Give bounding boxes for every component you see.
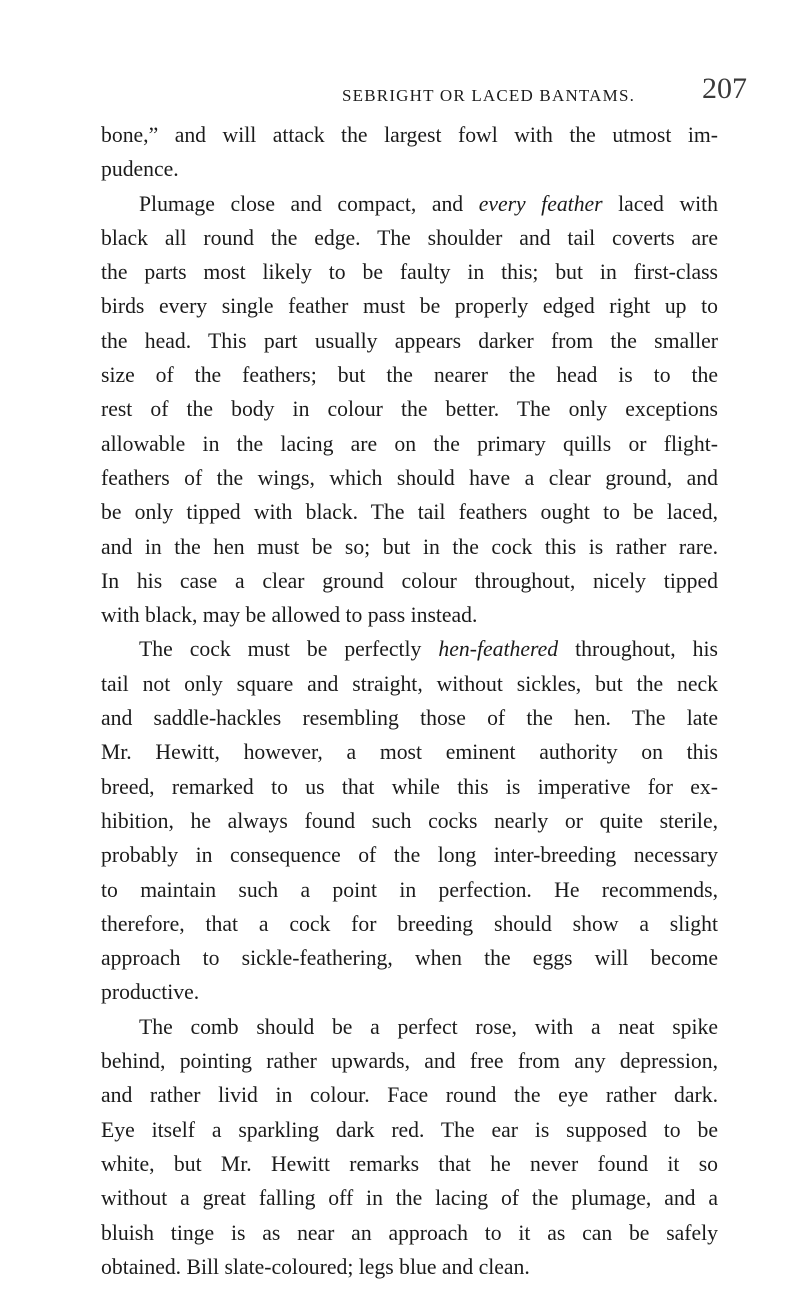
text-line: obtained. Bill slate-coloured; legs blue and clean.: [101, 1254, 530, 1279]
text-line: black all round the edge. The shoulder and tail coverts are: [101, 225, 718, 250]
text-segment: throughout, his: [558, 637, 718, 662]
running-head: [0, 72, 800, 112]
text-line: to maintain such a point in perfection. He recommends,: [101, 877, 718, 902]
text-line: tail not only square and straight, without sickles, but the neck: [101, 671, 718, 696]
text-line: behind, pointing rather upwards, and free from any depression,: [101, 1049, 718, 1074]
running-head-title: SEBRIGHT OR LACED BANTAMS.: [342, 86, 636, 105]
text-line: [101, 632, 718, 666]
text-line: feathers of the wings, which should have a clear ground, and: [101, 465, 718, 490]
text-line: [101, 187, 718, 221]
text-line: bone,” and will attack the largest fowl with the utmost im-: [101, 123, 718, 147]
text-line: white, but Mr. Hewitt remarks that he never found it so: [101, 1151, 718, 1176]
text-line: allowable in the lacing are on the primary quills or flight-: [101, 431, 718, 456]
text-line: approach to sickle-feathering, when the eggs will become: [101, 946, 718, 971]
text-line: with black, may be allowed to pass instead.: [101, 603, 478, 628]
italic-phrase: every feather: [478, 191, 603, 216]
text-segment: laced with: [602, 191, 718, 216]
text-line: and rather livid in colour. Face round the eye rather dark.: [101, 1083, 718, 1108]
text-line: rest of the body in colour the better. The only exceptions: [101, 397, 718, 422]
page-number: 207: [702, 72, 747, 105]
text-line: bluish tinge is as near an approach to it as can be safely: [101, 1220, 718, 1245]
body-text: [101, 118, 718, 1284]
text-line: breed, remarked to us that while this is imperative for ex-: [101, 774, 718, 799]
text-line: size of the feathers; but the nearer the head is to the: [101, 363, 718, 388]
text-segment: Plumage close and compact, and: [139, 191, 479, 216]
text-line: the head. This part usually appears darker from the smaller: [101, 328, 718, 353]
text-line: productive.: [101, 980, 200, 1005]
italic-phrase: hen-feathered: [438, 637, 559, 662]
text-line: and in the hen must be so; but in the cock this is rather rare.: [101, 534, 718, 559]
text-line: birds every single feather must be properly edged right up to: [101, 294, 718, 319]
text-line: The comb should be a perfect rose, with a neat spike: [139, 1014, 718, 1039]
text-line: pudence.: [101, 157, 179, 182]
text-line: be only tipped with black. The tail feathers ought to be laced,: [101, 500, 718, 525]
text-line: without a great falling off in the lacing of the plumage, and a: [101, 1186, 718, 1211]
text-line: probably in consequence of the long inter-breeding necessary: [101, 843, 718, 868]
text-line: Eye itself a sparkling dark red. The ear is supposed to be: [101, 1117, 718, 1142]
text-line: hibition, he always found such cocks nearly or quite sterile,: [101, 808, 718, 833]
text-line: Mr. Hewitt, however, a most eminent authority on this: [101, 740, 718, 765]
text-line: In his case a clear ground colour throughout, nicely tipped: [101, 568, 718, 593]
text-line: therefore, that a cock for breeding should show a slight: [101, 911, 718, 936]
text-line: the parts most likely to be faulty in this; but in first-class: [101, 260, 718, 285]
text-segment: The cock must be perfectly: [139, 637, 439, 662]
text-line: and saddle-hackles resembling those of the hen. The late: [101, 706, 718, 731]
